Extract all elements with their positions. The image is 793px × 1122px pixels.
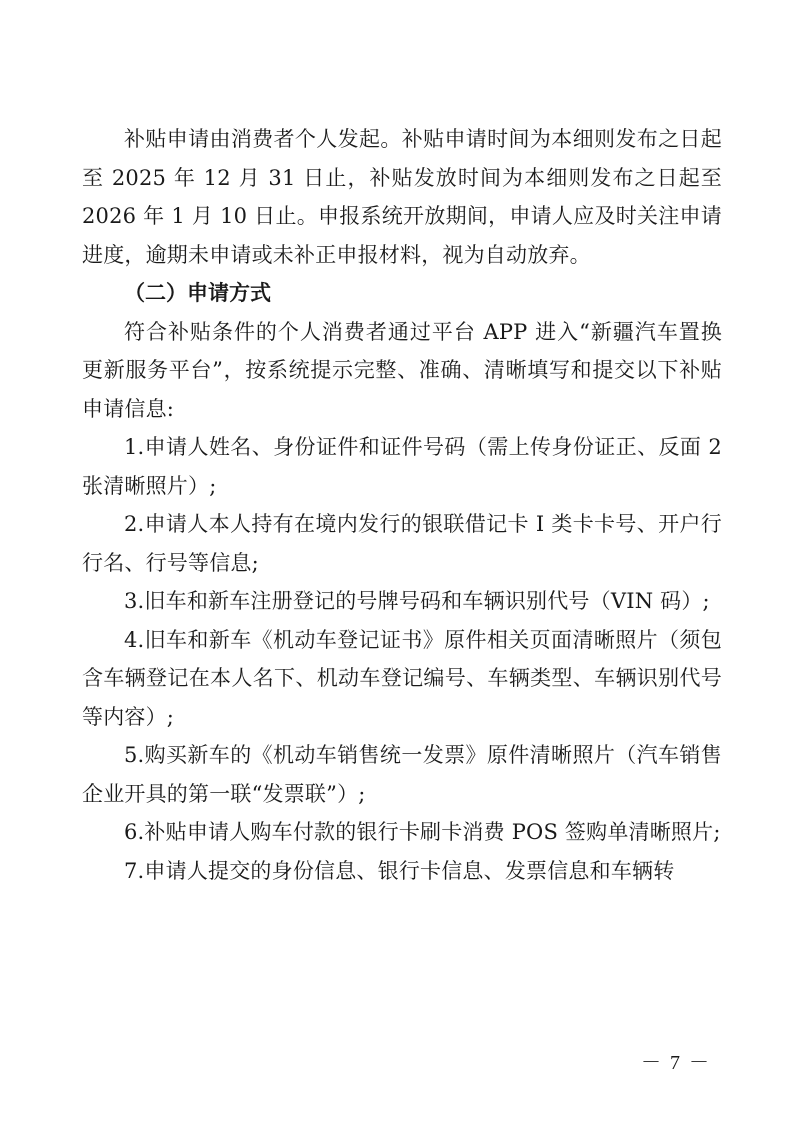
list-item-1: 1.申请人姓名、身份证件和证件号码（需上传身份证正、反面 2 张清晰照片）; xyxy=(82,435,722,498)
list-item-7: 7.申请人提交的身份信息、银行卡信息、发票信息和车辆转 xyxy=(124,858,675,883)
list-item-3: 3.旧车和新车注册登记的号牌号码和车辆识别代号（VIN 码）; xyxy=(124,589,710,613)
paragraph-application-intro: 符合补贴条件的个人消费者通过平台 APP 进入“新疆汽车置换更新服务平台”，按系统提示完整、准确、清晰填写和提交以下补贴申请信息: xyxy=(82,319,722,421)
list-item-6: 6.补贴申请人购车付款的银行卡刷卡消费 POS 签购单清晰照片; xyxy=(124,820,721,844)
section-heading-application-method: （二）申请方式 xyxy=(124,281,271,305)
document-body xyxy=(82,120,722,890)
list-item-2: 2.申请人本人持有在境内发行的银联借记卡 I 类卡卡号、开户行行名、行号等信息; xyxy=(82,512,722,575)
list-item-4: 4.旧车和新车《机动车登记证书》原件相关页面清晰照片（须包含车辆登记在本人名下、机动车登记编号、车辆类型、车辆识别代号等内容）; xyxy=(82,627,722,729)
page-number: － 7 － xyxy=(641,1052,711,1074)
paragraph-application-period: 补贴申请由消费者个人发起。补贴申请时间为本细则发布之日起至 2025 年 12 月 31 日止，补贴发放时间为本细则发布之日起至 2026 年 1 月 10 日止。申报系统开放期间，申请人应及时关注申请进度，逾期未申请或未补正申报材料，视为自动放弃。 xyxy=(82,127,722,267)
list-item-5: 5.购买新车的《机动车销售统一发票》原件清晰照片（汽车销售企业开具的第一联“发票联”）; xyxy=(82,743,722,806)
